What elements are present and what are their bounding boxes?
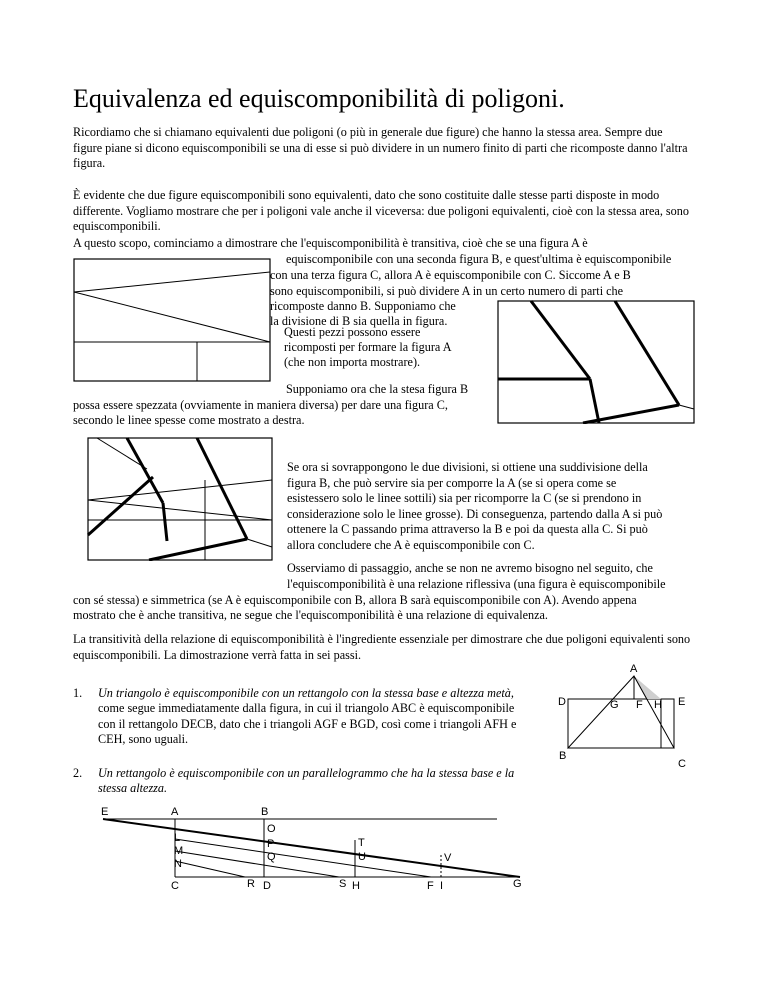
- label-H: H: [654, 699, 662, 711]
- paragraph-split-line2: possa essere spezzata (ovviamente in maniera diversa) per dare una figura C,: [73, 398, 448, 412]
- figure-overlay-division: [87, 437, 273, 561]
- paragraph-relation-line1: Osserviamo di passaggio, anche se non ne avremo bisogno nel seguito, che: [287, 561, 653, 575]
- label-F: F: [636, 699, 643, 711]
- page-title: Equivalenza ed equiscomponibilità di poligoni.: [73, 84, 565, 113]
- list-item-1-line3: con il rettangolo DECB, dato che i triangoli AGF e BGD, così come i triangoli AFH e: [98, 717, 517, 731]
- label-U-par: U: [358, 851, 366, 863]
- label-C-par: C: [171, 880, 179, 892]
- paragraph-overlay-line1: Se ora si sovrappongono le due divisioni, si ottiene una suddivisione della: [287, 460, 648, 474]
- label-A-par: A: [171, 806, 179, 818]
- paragraph-transitivity-line5: ricomposte danno B. Supponiamo che: [270, 299, 456, 313]
- paragraph-overlay-line6: allora concludere che A è equiscomponibile con C.: [287, 538, 535, 552]
- label-F-par: F: [427, 880, 434, 892]
- paragraph-recompose-line2: ricomposti per formare la figura A: [284, 340, 452, 354]
- paragraph-overlay-line2: figura B, che può servire sia per comporre la A (se si opera come se: [287, 476, 617, 490]
- label-T-par: T: [358, 837, 365, 849]
- label-B-par: B: [261, 806, 269, 818]
- list-item-2-line2: stessa altezza.: [98, 781, 168, 795]
- paragraph-relation-line4: mostrato che è anche transitiva, ne segue che l'equiscomponibilità è una relazione di equivalenza.: [73, 608, 548, 622]
- paragraph-six-steps: La transitività della relazione di equiscomponibilità è l'ingrediente essenziale per dimostrare che due poligoni equivalenti sono equiscomponibili. La dimostrazione verrà fatta in sei passi.: [73, 632, 691, 662]
- figure-thick-division: [497, 300, 695, 424]
- list-number-2: 2.: [73, 766, 83, 780]
- label-G-par: G: [513, 878, 522, 890]
- label-G: G: [610, 699, 619, 711]
- label-E: E: [678, 696, 686, 708]
- paragraph-transitivity-line6: la divisione di B sia quella in figura.: [270, 314, 448, 328]
- paragraph-overlay-line4: considerazione solo le linee grosse). Di conseguenza, partendo dalla A si può: [287, 507, 663, 521]
- label-A: A: [630, 663, 638, 675]
- paragraph-recompose-line3: (che non importa mostrare).: [284, 355, 421, 369]
- paragraph-overlay-line3: esistessero solo le linee sottili) sia per ricomporre la C (se si prendono in: [287, 491, 642, 505]
- figure-parallelogram: [95, 805, 535, 895]
- figure-triangle-rectangle: [548, 663, 698, 778]
- label-V-par: V: [444, 852, 452, 864]
- list-item-1-line2: come segue immediatamente dalla figura, in cui il triangolo ABC è equiscomponibile: [98, 701, 515, 715]
- paragraph-definitions: Ricordiamo che si chiamano equivalenti due poligoni (o più in generale due figure) che hanno la stessa area. Sempre due figure piane si dicono equiscomponibili se una di esse si può dividere in un numero finito di parti che ricomposte danno l'altra figura.: [73, 125, 688, 170]
- label-B: B: [559, 750, 567, 762]
- list-item-1-line4: CEH, sono uguali.: [98, 732, 189, 746]
- paragraph-transitivity-line2: equiscomponibile con una seconda figura B, e quest'ultima è equiscomponibile: [286, 252, 672, 266]
- list-item-1-line1: Un triangolo è equiscomponibile con un rettangolo con la stessa base e altezza metà,: [98, 686, 514, 700]
- label-L-par: L: [174, 832, 181, 844]
- label-M-par: M: [174, 845, 184, 857]
- label-C: C: [678, 758, 686, 770]
- label-D-par: D: [263, 880, 271, 892]
- label-Q-par: Q: [267, 851, 276, 863]
- paragraph-overlay-line5: ottenere la C passando prima attraverso la B e poi da questa alla C. Si può: [287, 522, 648, 536]
- label-H-par: H: [352, 880, 360, 892]
- label-P-par: P: [267, 838, 275, 850]
- figure-thin-division: [73, 258, 271, 382]
- paragraph-relation-line3: con sé stessa) e simmetrica (se A è equiscomponibile con B, allora B sarà equiscomponibile con A). Avendo appena: [73, 593, 637, 607]
- paragraph-transitivity-line3: con una terza figura C, allora A è equiscomponibile con C. Siccome A e B: [270, 268, 631, 282]
- label-D: D: [558, 696, 566, 708]
- paragraph-recompose-line1: Questi pezzi possono essere: [284, 325, 421, 339]
- label-N-par: N: [174, 858, 182, 870]
- label-S-par: S: [339, 878, 347, 890]
- label-O-par: O: [267, 823, 276, 835]
- paragraph-transitivity-line1: A questo scopo, cominciamo a dimostrare che l'equiscomponibilità è transitiva, cioè che se una figura A è: [73, 236, 588, 250]
- paragraph-equivalence: È evidente che due figure equiscomponibili sono equivalenti, dato che sono costituite dalle stesse parti disposte in modo differente. Vogliamo mostrare che per i poligoni vale anche il viceversa: due poligoni equivalenti, cioè con la stessa area, sono equiscomponibili.: [73, 188, 689, 233]
- list-number-1: 1.: [73, 686, 83, 700]
- paragraph-split-line3: secondo le linee spesse come mostrato a destra.: [73, 413, 305, 427]
- paragraph-relation-line2: l'equiscomponibilità è una relazione riflessiva (una figura è equiscomponibile: [287, 577, 666, 591]
- label-R-par: R: [247, 878, 255, 890]
- label-I-par: I: [440, 880, 444, 892]
- paragraph-transitivity-line4: sono equiscomponibili, si può dividere A in un certo numero di parti che: [270, 284, 624, 298]
- list-item-2-line1: Un rettangolo è equiscomponibile con un parallelogrammo che ha la stessa base e la: [98, 766, 515, 780]
- label-E-par: E: [101, 806, 109, 818]
- paragraph-split-line1: Supponiamo ora che la stesa figura B: [286, 382, 469, 396]
